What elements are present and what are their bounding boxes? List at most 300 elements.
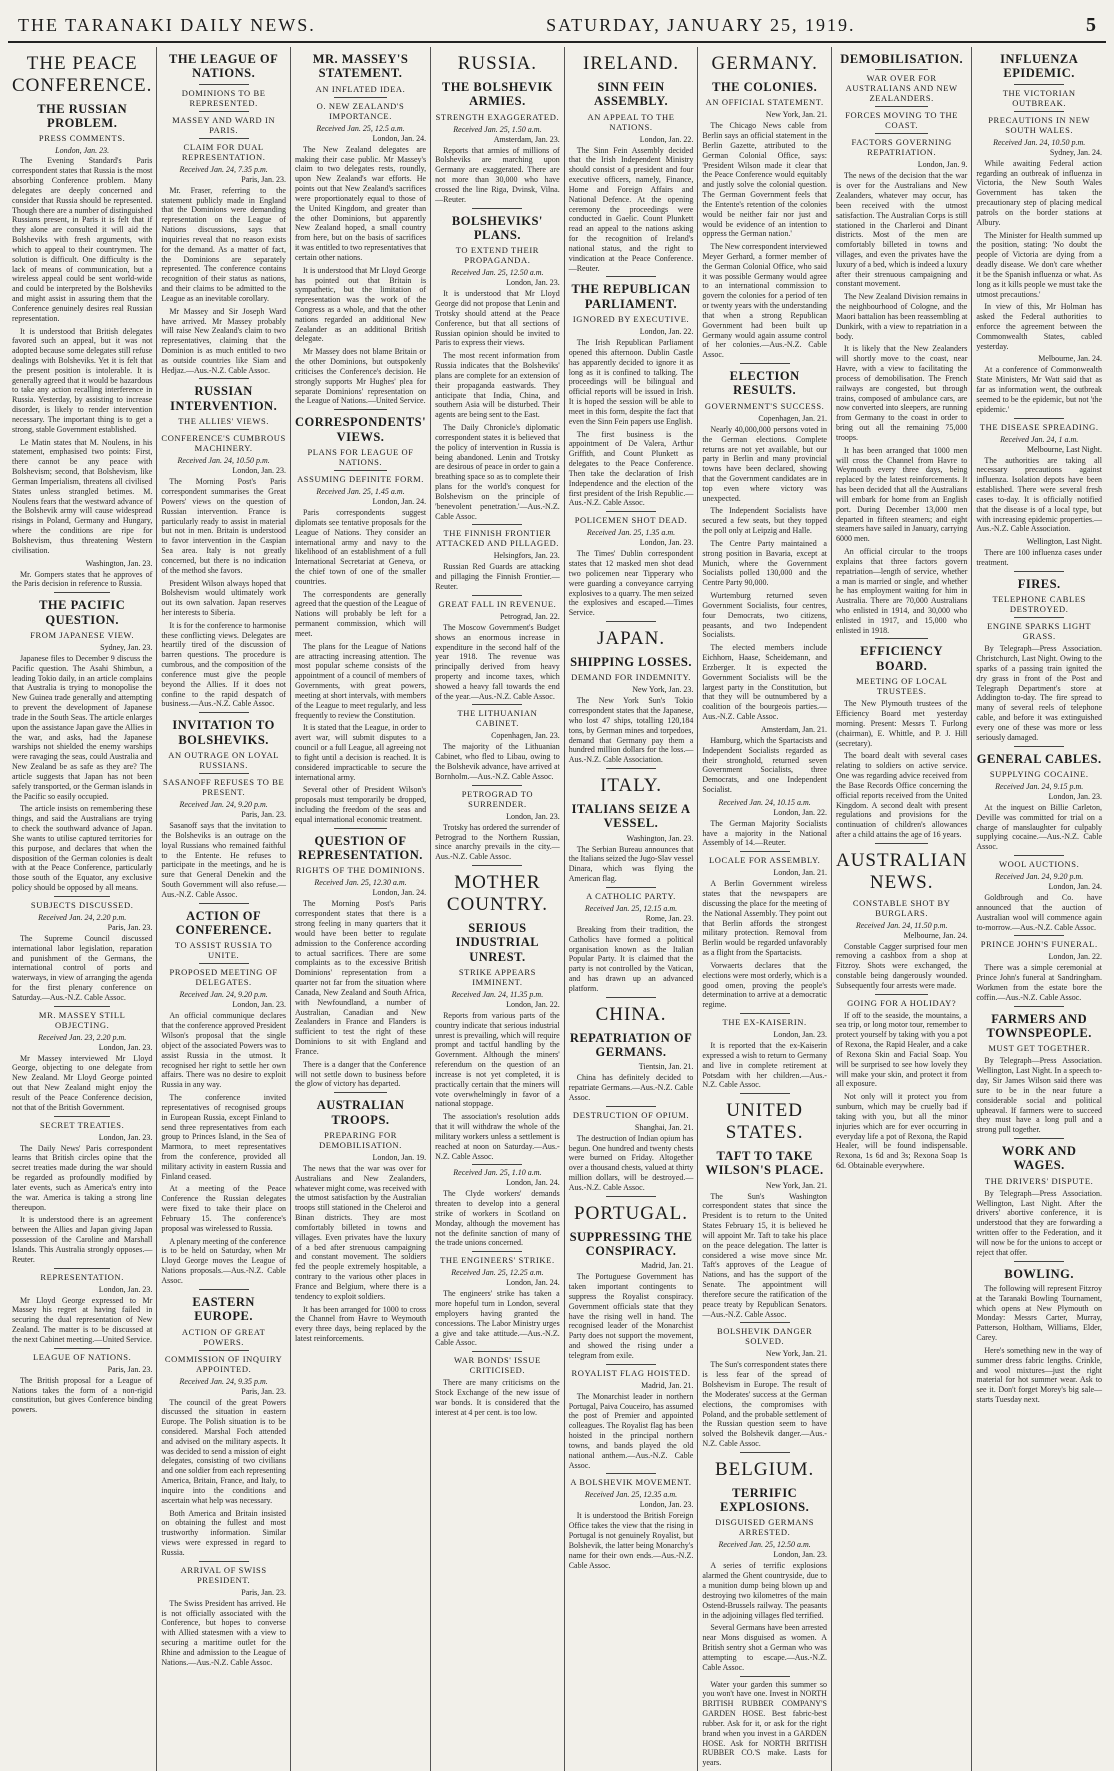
article-paragraph: Paris correspondents suggest diplomats see tentative proposals for the League of Nations. They consider an international army and navy to the likelihood of an establishment of a full International Secretariat at Geneva, or the chief town of one of the smaller countries. [294,508,427,586]
divider [606,276,656,277]
headline: THE COLONIES. [712,79,818,94]
article-paragraph: Goldbrough and Co. have announced that the auction of Australian wool will commence again to-morrow.—Aus.-N.Z. Cable Assoc. [976,893,1102,932]
divider [472,865,522,866]
article-paragraph: The news of the decision that the war is over for the Australians and New Zealanders, whatever may occur, has been received with the utmost satisfaction. The Australian Corps is still stationed in the Charleroi and Dinant districts. Most of the men are comfortably billeted in towns and villages, and even the privates have the luxury of a bed, which is indeed a luxury after their strenuous campaigning and constant movement. [835,171,968,289]
subheadline: POLICEMEN SHOT DEAD. [574,515,688,526]
article-paragraph: Breaking from their tradition, the Catholics have formed a political organisation known as the Italian Popular Party. It is claimed that the party is not controlled by the Vatican, and has drawn up an advanced platform. [568,924,694,993]
divider [199,1561,249,1562]
divider [1014,935,1064,936]
article-paragraph: Both America and Britain insisted on obtaining the fullest and most trustworthy information. Similar views were expressed in regard to Russia. [161,1508,286,1557]
subheadline: AN INFLATED IDEA. [315,83,406,94]
dateline: London, Jan. 23. [55,146,110,156]
place-dateline: Tientsin, Jan. 21. [638,1062,694,1072]
article-paragraph: The Independent Socialists have secured a few seats, but they topped the poll only at Leipzig and Halle. [702,506,827,536]
headline: SHIPPING LOSSES. [570,654,692,669]
divider [199,138,249,139]
subheadline: TO EXTEND THEIR PROPAGANDA. [455,245,540,266]
headline: FARMERS AND TOWNSPEOPLE. [986,1011,1092,1041]
headline: TERRIFIC EXPLOSIONS. [720,1485,810,1515]
subheadline: IGNORED BY EXECUTIVE. [572,314,690,325]
divider [472,1164,522,1165]
article-paragraph: There was a simple ceremonial at Prince John's funeral at Sandringham. Workmen from the estate bore the coffin.—Aus.-N.Z. Cable Assoc. [976,963,1102,1002]
headline: SUPPRESSING THE CONSPIRACY. [569,1229,693,1258]
article-paragraph: Mr. Fraser, referring to the statement publicly made in England that the Dominions were demanding representation on the League of Nations discussions, says that inquiries reveal that no reason exists for the demand. As a matter of fact, the Dominions are separately represented. The conference contains recognition of their status as nations, and their claims to be admitted to the League as an inevitable corollary. [161,185,286,303]
article-paragraph: It is understood the British Foreign Office takes the view that the rising in Portugal is not genuinely Royalist, but Bolshevik, the latter being Monarchy's name for their own ends.—Aus.-N.Z. Cable Assoc. [568,1511,694,1570]
article-paragraph: Hamburg, which the Spartacists and Independent Socialists regarded as their stronghold, returned seven Government Socialists, three Democrats, and one Independent Socialist. [702,735,827,794]
article-paragraph: It is understood that Mr Lloyd George did not propose that Lenin and Trotsky should attend at the Peace Conference, but that all sections of Russian opinion should be invited to Paris to express their views. [435,289,560,348]
column-7 [832,47,972,1771]
article-paragraph: The plans for the League of Nations are attracting increasing attention. The most popular scheme consists of the appointment of a council of members of Governments, with great powers, meeting at short intervals, with members of the League to meet regularly, and less frequently to review the Constitution. [294,641,427,720]
subheadline: CONFERENCE'S CUMBROUS MACHINERY. [161,433,286,454]
place-dateline: Madrid, Jan. 21. [641,1380,694,1390]
divider [740,1013,790,1014]
dateline: Received Jan. 24, 11.35 p.m. [451,989,544,999]
dateline: Received Jan. 23, 2.20 p.m. [38,1032,127,1042]
place-dateline: London, Jan. 19. [372,1152,427,1162]
section-title: PORTUGAL. [574,1202,688,1224]
subheadline: PLANS FOR LEAGUE OF NATIONS. [307,447,414,468]
headline: THE REPUBLICAN PARLIAMENT. [571,282,691,311]
divider [54,1006,110,1007]
article-paragraph: China has definitely decided to repatriate Germans.—Aus.-N.Z. Cable Assoc. [568,1073,694,1102]
subheadline: DEMAND FOR INDEMNITY. [571,672,691,683]
issue-date: SATURDAY, JANUARY 25, 1919. [546,15,856,35]
dateline: Received Jan. 25, 12.15 a.m. [584,903,678,913]
subheadline: FROM JAPANESE VIEW. [30,629,135,640]
article-paragraph: The New Zealand delegates are making their case public. Mr Massey's claim to two delegates rests, roundly, upon New Zealand's war efforts. He points out that New Zealand's sacrifices were proportionately equal to those of the United Kingdom, and greater than the other Dominions, but apparently New Zealand hoped, a small country from here, but on the basis of sacrifices it was entitled to two representatives that certain other nations. [294,144,427,262]
divider [1014,571,1064,572]
page-number: 5 [1086,14,1096,36]
place-dateline: Copenhagen, Jan. 23. [491,731,560,741]
article-paragraph: The article insists on remembering these things, and said the Australians are trying to check the southward advance of Japan. She wants to utilise captured territories for this purpose, and declares that when the disposition of the German colonies is dealt with at the Peace Conference, particularly those south of the Equator, any exclusive policy should be opposed by all means. [12,804,153,893]
article-paragraph: Wurtemburg returned seven Government Socialists, four centres, four Democrats, two citizens, peasants, and two Independent Socialists. [702,591,827,640]
place-dateline: London, Jan. 23. [232,466,286,476]
place-dateline: Sydney, Jan. 24. [1049,147,1102,157]
place-dateline: London, Jan. 23. [232,1000,286,1010]
divider [199,1289,249,1290]
place-dateline: Shanghai, Jan. 21. [634,1122,694,1132]
subheadline: DESTRUCTION OF OPIUM. [572,1109,690,1120]
column-6 [698,47,832,1771]
divider [606,1196,656,1197]
article-paragraph: The engineers' strike has taken a more hopeful turn in London, several employers having granted the concessions. The Labor Ministry urges a give and take attitude.—Aus.-N.Z. Cable Assoc. [435,1289,560,1348]
dateline: Received Jan. 24, 1 a.m. [1000,434,1079,444]
article-paragraph: The Moscow Government's Budget shows an enormous increase in expenditure in the second half of the year 1918. The revenue was principally derived from heavy property and income taxes, which showed a heavy fall towards the end of the year.—Aus.-N.Z. Cable Assoc. [435,622,560,701]
divider [740,1322,790,1323]
section-title: MOTHER COUNTRY. [446,872,548,915]
subheadline: WAR OVER FOR AUSTRALIANS AND NEW ZEALANDERS. [845,73,958,104]
subheadline: CONSTABLE SHOT BY BURGLARS. [852,897,951,918]
divider [1014,418,1064,419]
article-paragraph: Japanese files to December 9 discuss the Pacific question. The Asahi Shimbun, a leading Tokio daily, in an article complains that Australia is trying to monopolise the New Guinea trade generally and attempting to prevent the development of Japanese trade in the South Seas. The article enlarges upon the assistance Japan gave the Allies in the war, and asks, had the Japanese warships not shielded the enemy warships were ravaging the seas, could Australia and New Zealand be as safe as they are? The article suggests that Japan has not been safely transported, or the German islands in the Pacific so easily occupied. [12,653,153,801]
section-title: THE PEACE CONFERENCE. [12,53,153,96]
headline: RUSSIAN INTERVENTION. [170,384,278,413]
dateline: Received Jan. 24, 10.15 a.m. [718,797,811,807]
subheadline: AN OUTRAGE ON LOYAL RUSSIANS. [168,750,280,771]
subheadline: ASSUMING DEFINITE FORM. [297,474,424,485]
divider [606,1106,656,1107]
dateline: Received Jan. 24, 9.20 p.m. [179,800,268,810]
article-paragraph: The Centre Party maintained a strong position in Bavaria, except at Munich, where the Government Socialists polled 130,000 and the Centre Party 90,000. [702,538,827,588]
divider [740,851,790,852]
article-paragraph: It is understood that British delegates favored such an appeal, but it was not adopted because some delegates still refuse dealings with Bolsheviks. Yet it is felt that the present position is intolerable. It is generally agreed that it would be hazardous to take any action recalling interference in Russia. Yesterday, by assisting to increase disorder, is likely to render intervention necessary. The important thing is to get a strong, stable Government established. [12,326,153,434]
place-dateline: Sydney, Jan. 23. [100,642,153,652]
subheadline: PETROGRAD TO SURRENDER. [461,788,534,809]
place-dateline: Madrid, Jan. 21. [641,1261,694,1271]
place-dateline: London, Jan. 24. [372,888,427,898]
subheadline: STRENGTH EXAGGERATED. [435,111,560,122]
subheadline: MR. MASSEY STILL OBJECTING. [38,1009,126,1030]
place-dateline: Melbourne, Last Night. [1026,444,1102,454]
article-paragraph: It is reported that the ex-Kaiserin expressed a wish to return to Germany and live in complete retirement at Potsdam with her children.—Aus.-N.Z. Cable Assoc. [702,1041,827,1090]
column-5 [565,47,699,1771]
subheadline: AN OFFICIAL STATEMENT. [705,97,824,108]
section-title: JAPAN. [596,627,666,649]
divider [54,592,110,593]
place-dateline: London, Jan. 21. [773,868,827,878]
divider [875,638,928,639]
place-dateline: Paris, Jan. 23. [241,810,286,820]
article-paragraph: Le Matin states that M. Noulens, in his statement, emphasised two points: First, there cannot be any peace with Bolshevism; second, that Bolshevism, like German Imperialism, threatens all civilised States unless strangled betimes. M. Noulens fears that the westward advance of the Bolshevik army will cause widespread risings in Poland, Germany and Hungary, where the conditions are ripe for Bolshevism, thus threatening Western civilisation. [12,437,153,555]
subheadline: BOLSHEVIK DANGER SOLVED. [717,1326,813,1347]
dateline: Received Jan. 24, 10.50 p.m. [177,456,270,466]
article-paragraph: The British proposal for a League of Nations takes the form of a non-rigid constitution, but gives Conference binding powers. [12,1375,153,1415]
divider [1014,1138,1064,1139]
article-paragraph: A Berlin Government wireless states that the newspapers are discussing the place for the meeting of the National Assembly. They point out that Berlin affords the strongest military protection. Removal from Berlin would be regarded unfavorably as a flight from the Spartacists. [702,879,827,958]
subheadline: ENGINE SPARKS LIGHT GRASS. [987,621,1092,642]
place-dateline: New York, Jan. 23. [632,685,694,695]
article-paragraph: The majority of the Lithuanian Cabinet, who fled to Libau, owing to the Bolshevik advance, have arrived at Bornholm.—Aus.-N.Z. Cable Assoc. [435,742,560,781]
subheadline: FORCES MOVING TO THE COAST. [845,110,959,131]
subheadline: AN APPEAL TO THE NATIONS. [587,111,675,132]
article-paragraph: At the inquest on Billie Carleton, Deville was committed for trial on a charge of manslaughter for culpably supplying cocaine.—Aus.-N.Z. Cable Assoc. [976,802,1102,852]
headline: BOLSHEVIKS' PLANS. [451,213,543,242]
divider [54,1268,110,1269]
divider [472,785,522,786]
place-dateline: Paris, Jan. 23. [107,922,153,932]
headline: EASTERN EUROPE. [192,1294,255,1324]
article-paragraph: The Irish Republican Parliament opened this afternoon. Dublin Castle has apparently decided to ignore it as long as it is confined to talking. The proceedings will be bilingual and official reports will be issued in Irish. It is hoped the session will be able to meet in this form, despite the fact that even the Sinn Fein papers use English. [568,338,694,426]
article-paragraph: The Daily Chronicle's diplomatic correspondent states it is believed that the policy of intervention in Russia is being abandoned. Lenin and Trotsky are desirous of peace in order to gain a breathing space so as to complete their plans for the world's conquest for Bolshevism on the principle of 'benevolent penetration.'—Aus.-N.Z. Cable Assoc. [435,423,560,521]
divider [606,1473,656,1474]
article-paragraph: The Serbian Bureau announces that the Italians seized the Jugo-Slav vessel Dinara, which was flying the American flag. [568,844,694,884]
subheadline: SUBJECTS DISCUSSED. [30,899,134,910]
divider [334,828,386,829]
article-paragraph: The Clyde workers' demands threaten to develop into a general strike of workers in Scotland on Monday, although the movement has not the definite sanction of many of the trade unions concerned. [435,1189,560,1248]
headline: GENERAL CABLES. [976,751,1102,766]
article-paragraph: The council of the great Powers discussed the situation in eastern Europe. The Polish situation is to be considered. Marshal Foch attended and advised on the military aspects. It was decided to send a mission of eight delegates, consisting of two civilians and one soldier from each representing America, Britain, France, and Italy, to inquire into the conditions and ascertain what help was necessary. [161,1397,286,1505]
place-dateline: London, Jan. 24. [506,1178,560,1188]
article-paragraph: The New correspondent interviewed Meyer Gerhard, a former member of the German Colonial Office, who said it was possible Germany would agree to an international commission to govern the colonies for a period of ten or twenty years with the understanding that when a strong Republican Government had been built up Germany would again assume control of her colonies.—Aus.-N.Z. Cable Assoc. [702,242,827,360]
divider [199,712,249,713]
article-paragraph: The Supreme Council discussed international labor legislation, reparation and punishment of the Germans, the international control of ports and waterways, in view of arranging the agenda for the first plenary conference on Saturday.—Aus.-N.Z. Cable Assoc. [12,933,153,1002]
masthead [8,14,1106,43]
dateline: Received Jan. 24, 10.50 p.m. [993,137,1086,147]
article-paragraph: Vorwaerts declares that the elections were most orderly, which is a good omen, proving the people's determination to arrive at a democratic regime. [702,960,827,1010]
section-title: CHINA. [595,1003,667,1025]
article-paragraph: Water your garden this summer so you won't have one. Invest in NORTH BRITISH RUBBER COMPANY'S GARDEN HOSE. Best fabric-best rubber. Ask for it, or ask for the right brand when you invest in a GARDEN HOSE. Ask for NORTH BRITISH RUBBER CO.'S make. Lasts for years. [702,1679,827,1768]
headline: INFLUENZA EPIDEMIC. [1000,52,1079,81]
place-dateline: New York, Jan. 21. [765,110,827,120]
subheadline: DOMINIONS TO BE REPRESENTED. [181,87,266,108]
article-paragraph: The Times' Dublin correspondent states that 12 masked men shot dead two policemen near Tipperary who were guarding a conveyance carrying explosives to a quarry. The men seized the explosives and escaped.—Times Service. [568,549,694,618]
section-title: UNITED STATES. [725,1100,804,1144]
place-dateline: London, Jan. 23. [773,1550,827,1560]
section-title: ITALY. [600,775,662,796]
place-dateline: London, Jan. 24. [372,133,427,143]
divider [54,1348,110,1349]
divider [199,429,249,430]
article-paragraph: The conference invited representatives of recognised groups in European Russia, except Finland to send three representatives from each group to Princes Island, in the Sea of Marmora, to meet representatives from the conference, provided all military activity in eastern Russia and Finland ceased. [161,1093,286,1181]
divider [472,704,522,705]
place-dateline: Amsterdam, Jan. 21. [760,724,827,734]
article-paragraph: The first business is the appointment of De Valera, Arthur Griffith, and Count Plunkett as delegates to the Peace Conference. Then take the declaration of Irish Independence and the election of the first president of the Irish Republic.—Aus.-N.Z. Cable Assoc. [568,429,694,508]
place-dateline: London, Jan. 22. [639,327,694,337]
dateline: Received Jan. 24, 9.15 p.m. [995,781,1084,791]
subheadline: THE EX-KAISERIN. [722,1017,807,1028]
subheadline: LOCALE FOR ASSEMBLY. [708,855,821,866]
dateline: Received Jan. 25, 12.25 a.m. [451,1268,544,1278]
article-paragraph: Nearly 40,000,000 persons voted in the German elections. Complete returns are not yet available, but our party in Berlin and many provincial towns have been declared, showing that the Government candidates are in top even where victory was unexpected. [702,424,827,503]
subheadline: THE LITHUANIAN CABINET. [457,708,538,729]
divider [1014,111,1064,112]
headline: THE BOLSHEVIK ARMIES. [441,79,553,109]
place-dateline: London, Jan. 23. [1048,791,1102,801]
place-dateline: London, Jan. 24. [506,1278,560,1288]
divider [1014,746,1064,747]
subheadline: THE DRIVERS' DISPUTE. [985,1175,1094,1186]
article-paragraph: It is understood there is an agreement between the Allies and Japan giving Japan possession of the Caroline and Marshall Islands. This Australia strongly opposes.—Reuter. [12,1215,153,1264]
dateline: Received Jan. 25, 12.50 a.m. [718,1540,811,1550]
divider [1014,855,1064,856]
subheadline: TELEPHONE CABLES DESTROYED. [992,594,1086,615]
place-dateline: London, Jan. 23. [639,1500,694,1510]
subheadline: THE VICTORIAN OUTBREAK. [1002,87,1076,108]
headline: FIRES. [1017,576,1061,591]
place-dateline: London, Jan. 23. [639,538,694,548]
divider [472,1351,522,1352]
place-dateline: London, Jan. 24. [1048,882,1102,892]
article-paragraph: Reports that armies of millions of Bolsheviks are marching upon Germany are exaggerated. There are not more than 30,000 who have crossed the line Riga, Dvinsk, Vilna.—Reuter. [435,145,560,204]
divider [606,1364,656,1365]
article-paragraph: The most recent information from Russia indicates that the Bolsheviks' plans are complete for an extension of their propaganda eastwards. They anticipate that India, China, and southern Asia will be disturbed. Their agents are being sent to the East. [435,351,560,420]
dateline: Received Jan. 25, 1.35 a.m. [586,528,676,538]
article-paragraph: The New Plymouth trustees of the Efficiency Board met yesterday morning. Present: Messrs T. Furlong (chairman), E. Whittle, and P. J. Hill (secretary). [835,699,968,748]
column-1 [8,47,157,1771]
subheadline: PREPARING FOR DEMOBILISATION. [319,1129,402,1150]
article-paragraph: The New York Sun's Tokio correspondent states that the Japanese, who lost 47 ships, totalling 120,184 tons, by German mines and torpedoes, demand that Germany pay them a hundred million dollars for the loss.—Aus.-N.Z. Cable Association. [568,696,694,765]
section-title: AUSTRALIAN NEWS. [835,849,968,893]
headline: ACTION OF CONFERENCE. [175,908,272,938]
article-paragraph: Russian Red Guards are attacking and pillaging the Finnish Frontier.—Reuter. [435,562,560,592]
article-paragraph: The Evening Standard's Paris correspondent states that Russia is the most absorbing Conference problem. Many delegates are deeply concerned and consider that Russia should be represented. Though there are a number of distinguished Russians present, in Paris it is felt that if they alone are consulted it will aid the Bolsheviks with fresh arguments, with which to appeal to their countrymen. The solution is difficult. One difficulty is the lack of means of communication, but a wireless appeal could be sent world-wide and could be interpreted by the Bolsheviks and might assist in assuring them that the Conference genuinely desires real Russian representation. [12,156,153,323]
subheadline: THE ENGINEERS' STRIKE. [440,1255,555,1266]
subheadline: WAR BONDS' ISSUE CRITICISED. [454,1355,541,1376]
article-paragraph: At a meeting of the Peace Conference the Russian delegates were fixed to take their place on February 15. The conference's proposal was wirelessed to Russia. [161,1184,286,1233]
subheadline: GOVERNMENT'S SUCCESS. [704,400,825,411]
place-dateline: Paris, Jan. 23. [241,1386,286,1396]
dateline: Received Jan. 24, 7.35 p.m. [179,164,268,174]
article-paragraph: Mr Massey interviewed Mr Lloyd George, objecting to one delegate from New Zealand. Mr Lloyd George pointed out that New Zealand might enjoy the result of the Peace Conference decision, not that of the British Government. [12,1053,153,1112]
article-paragraph: It has been arranged for 1000 to cross the Channel from Havre to Weymouth every three days, being replaced by the latest reinforcements. [294,1304,427,1344]
article-paragraph: There are many criticisms on the Stock Exchange of the new issue of war bonds. It is considered that the interest at 4 per cent. is too low. [435,1378,560,1417]
article-paragraph: Several Germans have been arrested near Mons disguised as women. A British sentry shot a German who was attempting to escape.—Aus.-N.Z. Cable Assoc. [702,1623,827,1672]
place-dateline: London, Jan. 22. [773,807,827,817]
article-paragraph: The Minister for Health summed up the position, stating: 'No doubt the people of Victoria are dying from a deadly disease. We don't care whether it be the Spanish influenza or what. As long as it kills people we must take the utmost precautions.' [976,230,1102,299]
article-paragraph: In view of this, Mr Holman has asked the Federal authorities to enforce the agreement between the Commonwealth States, cabled yesterday. [976,302,1102,351]
subheadline: GOING FOR A HOLIDAY? [847,997,957,1008]
divider [875,69,928,70]
headline: ELECTION RESULTS. [729,369,800,398]
subheadline: THE FINNISH FRONTIER ATTACKED AND PILLAGED. [435,528,560,549]
column-3 [291,47,431,1771]
dateline: Received Jan. 25, 1.10 a.m. [453,1168,542,1178]
article-paragraph: It is for the conference to harmonise these conflicting views. Delegates are heartily tired of the discussion of barren questions. The procedure is cumbrous, and the composition of the conference must give the people beyond the Allies. If it does not confine to the rapid despatch of business.—Aus.-N.Z. Cable Assoc. [161,620,286,709]
divider [1014,1006,1064,1007]
article-paragraph: At a conference of Commonwealth State Ministers, Mr Watt said that as far as information went, the outbreak seemed to be the epidemic, but not 'the epidemic.' [976,365,1102,414]
place-dateline: London, Jan. 23. [506,811,560,821]
column-8 [972,47,1106,1771]
dateline: Received Jan. 25, 12.35 a.m. [584,1490,678,1500]
subheadline: THE ALLIES' VIEWS. [178,416,270,427]
place-dateline: London, Jan. 23. [98,1132,153,1142]
place-dateline: London, Jan. 22. [506,999,560,1009]
subheadline: GREAT FALL IN REVENUE. [438,598,557,609]
article-paragraph: The following will represent Fitzroy at the Taranaki Bowling Tournament, which opens at New Plymouth on Monday: Messrs Carter, Murray, Patterson, Holtham, Williams, Elder, Carey. [976,1284,1102,1343]
subheadline: SECRET TREATIES. [39,1119,125,1130]
article-paragraph: Several other of President Wilson's proposals must temporarily be dropped, including the freedom of the seas and equal international economic treatment. [294,785,427,824]
subheadline: O. NEW ZEALAND'S IMPORTANCE. [316,100,405,121]
article-paragraph: The Portuguese Government has taken important contingents to suppress the Royalist conspiracy. Government officials state that they have the rising well in hand. The recognised leader of the Monarchist Party does not support the movement, and showed the rising under a telegram from exile. [568,1272,694,1360]
dateline: Received Jan. 25, 12.50 a.m. [451,268,544,278]
subheadline: DISGUISED GERMANS ARRESTED. [715,1517,815,1538]
article-paragraph: Mr. Gompers states that he approves of the Paris decision in reference to Russia. [12,569,153,589]
headline: MR. MASSEY'S STATEMENT. [312,52,409,81]
article-paragraph: Sasanoff says that the invitation to the Bolsheviks is an outrage on the loyal Russians who remained faithful to the Entente. He refuses to participate in the meetings, and he is sure that General Denekin and the South Government will also refuse.—Aus.-N.Z. Cable Assoc. [161,821,286,899]
article-paragraph: The New Zealand Division remains in the neighbourhood of Cologne, and the Maori battalion has been reassembling at Dunkirk, with a view to repatriation in a body. [835,292,968,341]
article-paragraph: The Monarchist leader in northern Portugal, Paiva Couceiro, has assumed the post of Premier and appointed colleagues. The Royalist flag has been hoisted in the principal northern towns, and bands played the old national anthem.—Aus.-N.Z. Cable Assoc. [568,1391,694,1470]
subheadline: ARRIVAL OF SWISS PRESIDENT. [180,1564,267,1585]
divider [54,1116,110,1117]
divider [472,595,522,596]
headline: CORRESPONDENTS' VIEWS. [294,415,427,444]
dateline: Received Jan. 25, 1.45 a.m. [316,487,405,497]
subheadline: PRESS COMMENTS. [38,133,126,144]
headline: AUSTRALIAN TROOPS. [316,1098,405,1127]
article-paragraph: While awaiting Federal action regarding an outbreak of influenza in Victoria, the New South Wales Government has taken the precautionary step of placing medical patrols on the border stations at Albury. [976,158,1102,227]
subheadline: REPRESENTATION. [40,1271,124,1282]
article-paragraph: Trotsky has ordered the surrender of Petrograd to the Northern Russian, since anarchy prevails in the city.—Aus.-N.Z. Cable Assoc. [435,822,560,862]
subheadline: ACTION OF GREAT POWERS. [181,1326,266,1347]
place-dateline: Melbourne, Jan. 24. [903,930,968,940]
place-dateline: Amsterdam, Jan. 23. [493,134,560,144]
article-paragraph: An official circular to the troops explains that three factors govern repatriation—length of service, whether a man is married or single, and whether he has employment waiting for him in Australia. There are 70,000 Australians who enlisted in 1914, and 30,000 who enlisted in 1917, and 15,000 who enlisted in 1918. [835,547,968,635]
article-paragraph: By Telegraph—Press Association. Wellington, Last Night. In a speech to-day, Sir James Wilson said there was sure to be in the near future a considerable social and political upheaval. If farmers were to succeed they must have a long pull and a strong pull together. [976,1056,1102,1135]
article-paragraph: Mr Massey and Sir Joseph Ward have arrived. Mr Massey probably will raise New Zealand's claim to two representatives, claiming that the Dominion is as much entitled to two as outside countries like Siam and Hedjaz.—Aus.-N.Z. Cable Assoc. [161,306,286,375]
divider [54,896,110,897]
divider [875,106,928,107]
article-paragraph: Not only will it protect you from sunburn, which may be cruelly bad if taking with you, but all the minor injuries which are for ever occurring in everyday life a pot of Rexona, the Rapid Healer, will be found indispensable. Rexona, 1s 6d and 3s; Rexona Soap 1s 6d. Obtainable everywhere. [835,1092,968,1171]
dateline: Received Jan. 25, 12.30 a.m. [314,878,407,888]
place-dateline: Helsingfors, Jan. 23. [493,551,560,561]
divider [875,843,928,844]
news-columns [8,47,1106,1768]
article-paragraph: The board dealt with several cases relating to soldiers on active service. One was regarding advice received from the Base Records Office concerning the official reports received from the United Kingdom. A second dealt with present regulations and provisions for the continuation of children's allowances after a child attains the age of 16 years. [835,751,968,839]
divider [334,1092,386,1093]
subheadline: FACTORS GOVERNING REPATRIATION. [851,137,952,158]
headline: INVITATION TO BOLSHEVIKS. [172,718,275,747]
headline: EFFICIENCY BOARD. [860,644,944,673]
article-paragraph: The Morning Post's Paris correspondent states that there is a strong feeling in many quarters that it would have been better to regulate admission to the Conference according to actual sacrifices. There are some complaints as to the excessive British Dominions' representation from a quarter not far from the situation where Canada, New Zealand and South Africa, with Newfoundland, a number of Australian, Canadian and New Zealanders in France and Flanders is sufficient to test the right of these Dominions to sit with England and France. [294,899,427,1056]
dateline: Received Jan. 24, 11.50 p.m. [855,920,948,930]
article-paragraph: The Sinn Fein Assembly decided that the Irish Independent Ministry should consist of a president and four executive officers, namely, Finance, Home and Foreign Affairs and National Defence. At the opening ceremony the proceedings were conducted in Gaelic. Count Plunkett read an appeal to the nations asking for the recognition of Ireland's national status, and the right to vindication at the Peace Conference.—Reuter. [568,145,694,273]
dateline: Received Jan. 25, 1.50 a.m. [453,124,542,134]
place-dateline: Paris, Jan. 23. [241,174,286,184]
headline: THE LEAGUE OF NATIONS. [168,52,279,81]
article-paragraph: President Wilson always hoped that Bolshevism would ultimately work out its own salvation. Japan reserves her interests to Siberia. [161,578,286,617]
article-paragraph: The association's resolution adds that it will withdraw the whole of the military workers unless a settlement is reached at noon on Saturday.—Aus.-N.Z. Cable Assoc. [435,1112,560,1161]
divider [1014,84,1064,85]
divider [199,378,249,379]
subheadline: ROYALIST FLAG HOISTED. [571,1367,691,1378]
place-dateline: Paris, Jan. 23. [107,1364,153,1374]
place-dateline: London, Jan. 23. [773,1030,827,1040]
divider [606,768,656,769]
subheadline: COMMISSION OF INQUIRY APPOINTED. [164,1353,283,1374]
subheadline: MUST GET TOGETHER. [988,1043,1090,1054]
place-dateline: London, Jan. 9. [917,160,968,170]
place-dateline: London, Jan. 23. [98,1042,153,1052]
column-4 [431,47,565,1771]
divider [199,903,249,904]
place-dateline: New York, Jan. 21. [765,1180,827,1190]
headline: THE PACIFIC QUESTION. [39,598,126,627]
article-paragraph: By Telegraph—Press Association. Christchurch, Last Night. Owing to the sparks of a passing train ignited the dry grass in front of the Post and Telegraph Department's store at Addington to-day. The fire spread to many of several reels of telephone cable, and before it was extinguished every one of these was more or less seriously damaged. [976,644,1102,742]
subheadline: MEETING OF LOCAL TRUSTEES. [856,676,948,697]
headline: BOWLING. [1004,1266,1074,1281]
article-paragraph: The Swiss President has arrived. He is not officially associated with the Conference, but hopes to converse with Allied statesmen with a view to securing a maritime outlet for the Rhine and admission to the League of Nations.—Aus.-N.Z. Cable Assoc. [161,1598,286,1667]
subheadline: THE DISEASE SPREADING. [979,421,1099,432]
headline: DEMOBILISATION. [840,52,964,66]
article-paragraph: The destruction of Indian opium has begun. One hundred and twenty chests were burned on Friday. Altogether over a thousand chests, valued at thirty million dollars, will be destroyed.—Aus.-N.Z. Cable Assoc. [568,1133,694,1192]
dateline: Received Jan. 24, 9.20 p.m. [179,990,268,1000]
place-dateline: Petrograd, Jan. 22. [499,611,560,621]
divider [875,133,928,134]
headline: ITALIANS SEIZE A VESSEL. [571,801,691,831]
subheadline: WOOL AUCTIONS. [999,859,1080,870]
section-title: RUSSIA. [457,53,538,74]
place-dateline: London, Jan. 23. [98,1284,153,1294]
article-paragraph: It is understood that Mr Lloyd George has pointed out that Britain is sympathetic, but the limitation of representation was the work of the Congress as a whole, and that the other nations regarded an additional New Zealander as an additional British delegate. [294,265,427,344]
article-paragraph: It is stated that the League, in order to avert war, will submit disputes to a council or a full League, all agreeing not to fight until a decision is reached. It is considered impracticable to secure the international army. [294,723,427,782]
divider [472,524,522,525]
headline: QUESTION OF REPRESENTATION. [298,833,423,863]
divider [199,1350,249,1351]
subheadline: STRIKE APPEARS IMMINENT. [458,966,536,987]
article-paragraph: The Morning Post's Paris correspondent summarises the Great Powers' views on the question of Russian intervention. France is particularly ready to assist in material but not in men. Britain is understood to favor intervention in the Caspian Sea area. Italy is not greatly concerned, but there is no indication of the method she favors. [161,477,286,575]
article-paragraph: There is a danger that the Conference will not settle down to business before the glow of victory has departed. [294,1059,427,1089]
headline: SERIOUS INDUSTRIAL UNREST. [455,920,540,964]
column-2 [157,47,291,1771]
headline: REPATRIATION OF GERMANS. [569,1030,693,1059]
article-paragraph: The Sun's correspondent states there is less fear of the spread of Bolshevism in Europe. The result of the Moderates' success at the German elections, the compromises with Poland, and the probable settlement of the Russian question seem to have solved the Bolshevik danger.—Aus.-N.Z. Cable Assoc. [702,1360,827,1449]
divider [1014,617,1064,618]
place-dateline: London, Jan. 22. [639,134,694,144]
divider [740,363,790,364]
headline: THE RUSSIAN PROBLEM. [37,101,128,131]
divider [606,621,656,622]
section-title: GERMANY. [711,53,818,74]
